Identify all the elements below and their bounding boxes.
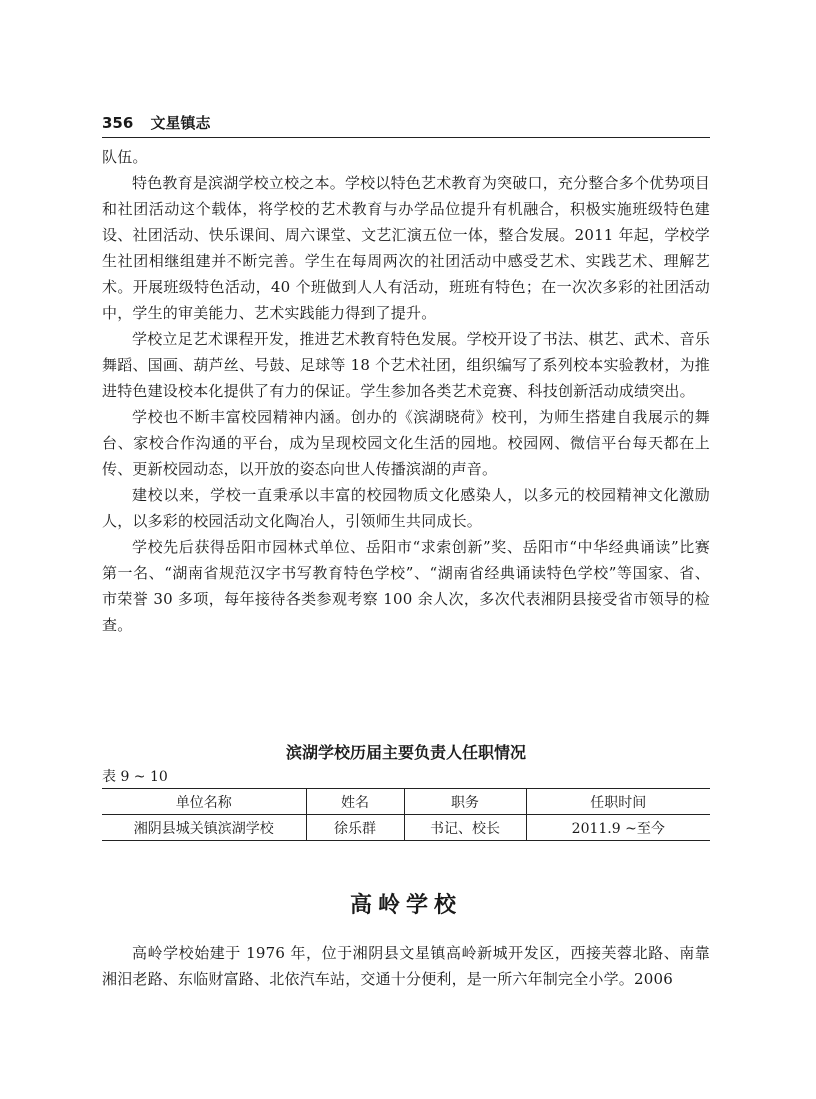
page-number: 356 bbox=[102, 114, 134, 132]
header-position: 职务 bbox=[404, 789, 526, 815]
paragraph-campus-spirit: 学校也不断丰富校园精神内涵。创办的《滨湖晓荷》校刊，为师生搭建自我展示的舞台、家校合作沟通的平台，成为呈现校园文化生活的园地。校园网、微信平台每天都在上传、更新校园动态，以开放的姿态向世人传播滨湖的声音。 bbox=[102, 408, 710, 478]
paragraph-since-founding: 建校以来，学校一直秉承以丰富的校园物质文化感染人，以多元的校园精神文化激励人，以多彩的校园活动文化陶冶人，引领师生共同成长。 bbox=[102, 486, 710, 530]
running-header bbox=[102, 112, 710, 138]
table-header-row bbox=[102, 789, 710, 815]
paragraph-honors: 学校先后获得岳阳市园林式单位、岳阳市“求索创新”奖、岳阳市“中华经典诵读”比赛第一名、“湖南省规范汉字书写教育特色学校”、“湖南省经典诵读特色学校”等国家、省、市荣誉 30 多项，每年接待各类参观考察 100 余人次，多次代表湘阴县接受省市领导的检查。 bbox=[102, 538, 710, 634]
header-term: 任职时间 bbox=[526, 789, 710, 815]
cell-term: 2011.9 ~至今 bbox=[526, 815, 710, 841]
book-title: 文星镇志 bbox=[150, 114, 211, 132]
header-name: 姓名 bbox=[306, 789, 404, 815]
leaders-table bbox=[102, 788, 710, 841]
section-body bbox=[102, 940, 710, 992]
table-row bbox=[102, 815, 710, 841]
cell-position: 书记、校长 bbox=[404, 815, 526, 841]
paragraph-art-curriculum: 学校立足艺术课程开发，推进艺术教育特色发展。学校开设了书法、棋艺、武术、音乐舞蹈、国画、葫芦丝、号鼓、足球等 18 个艺术社团，组织编写了系列校本实验教材，为推进特色建设校本化提供了有力的保证。学生参加各类艺术竞赛、科技创新活动成绩突出。 bbox=[102, 330, 710, 400]
paragraph-continuation: 队伍。 bbox=[102, 148, 148, 166]
body-text bbox=[102, 144, 710, 638]
paragraph-special-education: 特色教育是滨湖学校立校之本。学校以特色艺术教育为突破口，充分整合多个优势项目和社团活动这个载体，将学校的艺术教育与办学品位提升有机融合，积极实施班级特色建设、社团活动、快乐课间、周六课堂、文艺汇演五位一体，整合发展。2011 年起，学校学生社团相继组建并不断完善。学生在每周两次的社团活动中感受艺术、实践艺术、理解艺术。开展班级特色活动，40 个班做到人人有活动，班班有特色；在一次次多彩的社团活动中，学生的审美能力、艺术实践能力得到了提升。 bbox=[102, 174, 710, 322]
paragraph-gaoling-intro: 高岭学校始建于 1976 年，位于湘阴县文星镇高岭新城开发区，西接芙蓉北路、南靠湘汨老路、东临财富路、北依汽车站，交通十分便利，是一所六年制完全小学。2006 bbox=[102, 944, 710, 988]
table-title: 滨湖学校历届主要负责人任职情况 bbox=[285, 743, 526, 762]
cell-name: 徐乐群 bbox=[306, 815, 404, 841]
table-number: 表 9 ~ 10 bbox=[102, 769, 168, 785]
header-unit: 单位名称 bbox=[102, 789, 306, 815]
section-title: 高岭学校 bbox=[349, 893, 462, 918]
cell-unit: 湘阴县城关镇滨湖学校 bbox=[102, 815, 306, 841]
